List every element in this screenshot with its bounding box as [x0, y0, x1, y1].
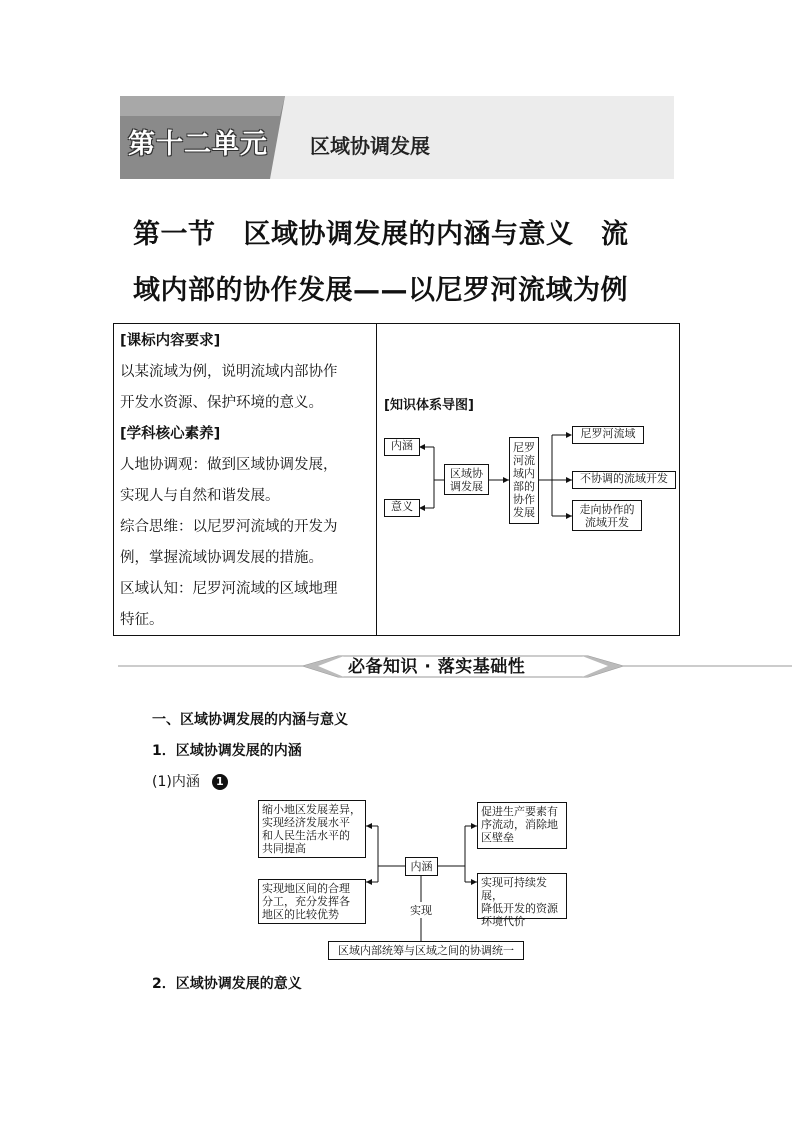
literacy-line: 实现人与自然和谐发展。: [120, 488, 280, 504]
requirements-heading: [课标内容要求]: [120, 333, 221, 349]
diagram-box-line: 环境代价: [481, 915, 525, 928]
band-title: 必备知识 · 落实基础性: [348, 657, 526, 677]
map-node-out1: 尼罗河流域: [572, 426, 644, 444]
diagram-box-line: 缩小地区发展差异，: [262, 803, 361, 816]
diagram-box-line: 实现可持续发展，: [481, 876, 547, 902]
subheading-neihan-label: (1)内涵: [152, 774, 200, 790]
diagram-box-line: 分工，充分发挥各: [262, 895, 350, 908]
map-node-yiyi: 意义: [384, 499, 420, 517]
diagram-box-sustainable: [477, 873, 567, 928]
diagram-box-line: 实现地区间的合理: [262, 882, 350, 895]
map-node-nile-line: 协作: [513, 493, 535, 506]
diagram-box-line: 共同提高: [262, 842, 306, 855]
map-node-center-line: 区域协: [450, 467, 483, 480]
map-node-neihan: 内涵: [384, 438, 420, 456]
diagram-box-line: 促进生产要素有: [481, 805, 558, 818]
diagram-box-factor-flow: [477, 802, 567, 849]
unit-title: 区域协调发展: [310, 134, 430, 158]
literacy-heading: [学科核心素养]: [120, 426, 221, 442]
numbered-bullet-icon: 1: [212, 774, 228, 790]
diagram-box-division-of-labor: [258, 879, 366, 924]
map-node-nile-line: 域内: [513, 467, 535, 480]
knowledge-map-label: [知识体系导图]: [384, 398, 474, 413]
map-node-center-line: 调发展: [450, 480, 483, 493]
literacy-line: 特征。: [120, 612, 164, 628]
diagram-box-line: 序流动，消除地: [481, 818, 558, 831]
map-node-nile-line: 尼罗: [513, 441, 535, 454]
diagram-box-line: 和人民生活水平的: [262, 829, 350, 842]
diagram-box-line: 区壁垒: [481, 831, 514, 844]
heading-connotation: 1．区域协调发展的内涵: [152, 743, 302, 759]
map-node-nile-line: 河流: [513, 454, 535, 467]
section-title-line2: 域内部的协作发展——以尼罗河流域为例: [133, 275, 628, 306]
unit-label: 第十二单元: [128, 129, 268, 160]
diagram-box-narrow-gap: [258, 800, 366, 858]
map-node-nile-line: 发展: [513, 506, 535, 519]
diagram-box-line: 降低开发的资源: [481, 902, 558, 915]
diagram-box-unity: 区域内部统筹与区域之间的协调统一: [328, 941, 524, 960]
map-node-out3-line: 走向协作的: [579, 503, 635, 516]
diagram-box-line: 实现经济发展水平: [262, 816, 350, 829]
literacy-line: 人地协调观：做到区域协调发展，: [120, 457, 338, 473]
diagram-center-neihan: 内涵: [405, 857, 438, 876]
literacy-line: 例，掌握流域协调发展的措施。: [120, 550, 323, 566]
literacy-line: 综合思维：以尼罗河流域的开发为: [120, 519, 338, 535]
section-title-part1: 区域协调发展的内涵与意义 流: [243, 219, 629, 250]
diagram-realize-label: 实现: [410, 904, 432, 917]
heading-significance: 2．区域协调发展的意义: [152, 976, 302, 992]
map-node-out2: 不协调的流域开发: [572, 471, 676, 489]
section-number: 第一节: [133, 219, 216, 250]
requirements-line: 以某流域为例，说明流域内部协作: [120, 364, 338, 380]
literacy-line: 区域认知：尼罗河流域的区域地理: [120, 581, 338, 597]
map-node-out3-line: 流域开发: [585, 516, 629, 529]
heading-part1: 一、区域协调发展的内涵与意义: [152, 712, 348, 728]
diagram-box-line: 地区的比较优势: [262, 908, 339, 921]
map-node-nile-line: 部的: [513, 480, 535, 493]
requirements-line: 开发水资源、保护环境的意义。: [120, 395, 323, 411]
